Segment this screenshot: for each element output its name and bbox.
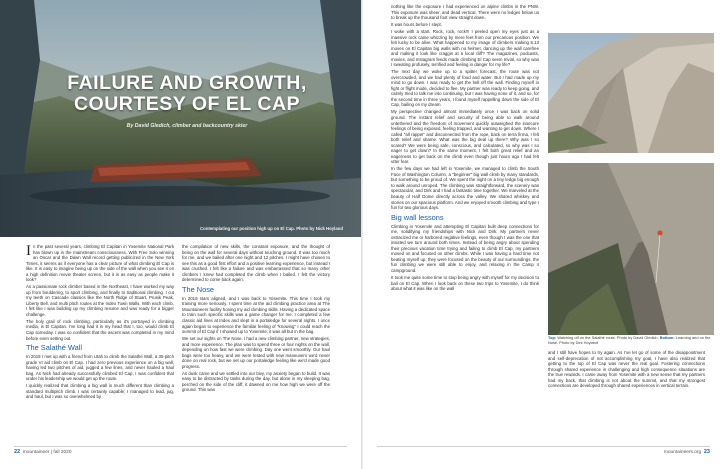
intro-paragraph: In the past several years, climbing El Capitan in Yosemite National Park has blown up in the mainstream consciousness. With Free Solo winning an Oscar and the Dawn Wall record getting publicized in the New York Times, it seems as if everyone has a clear picture of what climbing El Cap is like. It is easy to imagine being up on the side of the wall when you see it on a high definition movie theater screen, but it is as easy as people make it look? [26,243,174,283]
granite-wall-image [548,33,714,153]
paragraph: In 2019 stars aligned, and I was back to Yosemite. This time I took my training more seriously. I spent time at the aid climbing practice area at The Mountaineers facility honing my aid climbing skills. Having a dedicated space to train such specific skills was a game changer for me. I completed a few classic aid lines at Index and slept in a portaledge for several nights. I once again began to experience the familiar feeling of "knowing" I could reach the summit of El Cap if I showed up to Yosemite; it was all but in the bag. [182,295,331,335]
section-heading-lessons: Big wall lessons [391,212,444,222]
paragraph: I woke with a start. Rock, rock, rock!!! I peeled open my eyes just as a massive rock came whizzing by mere feet from our precarious position. We felt lucky to be alive. What happened to my image of climbers making 5.13 moves on El Capitan big walls with no helmet, dancing up the wall carefree and making it look like craggin at a local cliff? The magazines, podcasts, movies, and Instagram feeds made climbing El Cap seem trivial, so why was I sweating profusely, terrified and feeling in danger for my life? [391,28,539,68]
paragraph: Climbing in Yosemite and attempting El Capitan built deep connections for me, solidifying my friendships with Nick and Dirk. My partners never ostracized me or harbored negative feelings, even though I was the one that insisted we turn around both times. Instead of being angry about spending their precious vacation time trying and failing to climb El Cap, my partners moved on and focused on other climbs. While I was having a hard time not beating myself up, they were focused on the beauty of our surroundings, the fun climbing we were still able to enjoy, and relaxing in the Camp 4 campground. [391,223,539,274]
photo-caption: Top: Watching off on the Salathé route. Photo by David Gledich. Bottom: Learning and on the Nose. Photo by Dirk Hoyland [548,335,711,345]
paragraph: In the few days we had left in Yosemite, we managed to climb the South Face of Washington Column, a "beginner" big wall climb by many standards, but something to be proud of. We spent the night on a tiny ledge big enough to walk around unroped. The climbing was straightforward, the scenery was spectacular, and Dirk and I had a fantastic time together. We marveled at the beauty of Half Dome directly across the valley. We shared whiskey and stories on our spacious platform. And we enjoyed smooth climbing and type I fun for two glorious days. [391,166,539,211]
paragraph: the compilation of new skills, the constant exposure, and the thought of being on the wall for several days without touching ground. It was too much for me, and we bailed after one night and 12 pitches. I might have chosen to see this as a good first effort and a positive learning experience, but instead I was crushed. I felt like a failure and was embarrassed that so many other climbers I knew had completed the climb when I bailed. I felt the victory determined to come back again. [182,244,330,283]
paragraph: As a passionate rock climber based in the Northeast, I have worked my way up from bouldering, to sport climbing, and finally to traditional climbing. I cut my teeth on Cascade classics like the North Ridge of Stuart, Prusik Peak, Liberty Bell, and multi pitch routes at the Index Town Walls. With each climb, I felt like I was building up my climbing resume and was ready for a bigger challenge. [26,284,174,317]
vertical-cliff-image [548,163,714,335]
paragraph: In 2019 I met up with a friend from Utah to climb the Salathé Wall, a 35-pitch grade VI aid climb on El Cap. I had zero previous experience on a big wall, having led two pitches of aid, jugged a few lines, and never hauled a haul bag. As Nick had already successfully climbed El Cap, I was confident that under his leadership we would get up the route. [26,354,174,382]
text-column-3 [391,4,539,293]
text-column-1 [26,244,174,401]
section-heading-nose: The Nose [182,284,215,294]
photo-the-nose [548,163,714,335]
photo-salathe-wall [548,33,714,153]
climber-figure [657,230,662,235]
hero-photo [0,0,361,237]
paragraph: It took me quite some time to stop being angry with myself for my decision to bail on El Cap. When I look back on these two trips to Yosemite, I do think about what it was like on the wall [391,274,539,292]
publication-issue: mountaineer | fall 2020 [22,450,72,455]
paragraph: My perspective changed almost immediately once I was back on solid ground. The instant relief and security of being able to walk around untethered and the freedom of movement quickly outweighed the insecure feelings of being exposed, feeling trapped, and wanting to get down. Where I called "all rappel" and disconnected from the rope, back on terra firma, I felt both relief and shame. What was the big deal up there? Why was I so scared? We were being safe, conscious, and calculated, so why was I so eager to get down? In the same moment, I felt both great relief and an eagerness to get back on the climb even though just hours ago I had felt utter fear. [391,109,539,165]
hero-landscape-image [0,0,361,237]
page-number-left: 22 [14,449,21,455]
publication-website: mountaineers.org [663,450,702,455]
article-title: FAILURE AND GROWTH, COURTESY OF EL CAP [67,72,307,115]
page-gutter [361,0,363,469]
footer-left [14,449,72,455]
paragraph: As dusk came and we settled into our bivy, my anxiety began to build. It was easy to be distracted by tasks during the day, but alone in my sleeping bag, perched on the side of the cliff, it dawned on me how high we were off the ground. This was [182,370,330,393]
footer-right [664,449,710,455]
paragraph: I quickly realized that climbing a big wall is much different than climbing a standard multipitch climb. I was certainly capable; I managed to lead, jug, and haul, but I was so overwhelmed by [26,383,174,400]
section-heading-salathe: The Salathé Wall [26,343,83,353]
footer-rule-left [14,446,347,447]
drop-cap: I [26,243,31,259]
paragraph: nothing like the exposure I had experienced on alpine climbs in the PNW. This exposure was sheer, and dead vertical. There were no ledges below us to break up the thousand foot view straight down. [391,4,539,21]
article-byline: By David Gledich, climber and backcountry skier [126,123,248,129]
paragraph: We set our sights on The Nose. I had a new climbing partner, new strategies, and more experience. The plan was to spend three or four nights on the wall, depending on how fast we were climbing. Day one went smoothly. Our haul bags were too heavy, and we were tested with new maneuvers we'd never done on real rock, but we set up our portaledge feeling like we'd made good progress. [182,336,330,369]
text-column-4 [548,350,705,390]
paragraph: The holy grail of rock climbing, particularly as it's portrayed in climbing media, is El Capitan. I've long had it in my head that I, too, would climb El Cap someday. I was so confident that the ascent was completed in my mind before even setting out. [26,318,174,341]
paragraph: and I still have hopes to try again. As I've let go of some of the disappointment and self-deprecation of not accomplishing my goal, I have also realized that getting to the top of El Cap was never the real goal. Fostering connections through shared experience in challenging and high consequence situations are the true rewards. I came away from Yosemite with a new sense that my partners had my back, that climbing is not about the summit, and that my strongest connections are developed through shared experiences in vertical terrain. [548,350,705,389]
page-number-right: 23 [703,449,710,455]
paragraph: It was hours before I slept. [391,22,442,28]
hero-caption: Contemplating our position high up on El Cap. Photo by Nick Hoyland [200,226,343,231]
paragraph: The next day we woke up to a spitter forecast, the route was not overcrowded, and we had plenty of food and water. But I had made up my mind to go down. I was ready to get the hell off the wall. Finding myself in fight or flight mode, decided to flee. My partner was ready to keep going, and calmly tried to talk me into continuing, but I was having none of it, and so, for the second time in three years, I found myself rappelling down the side of El Cap, bailing on my dream. [391,69,539,108]
text-column-2 [182,244,330,394]
footer-rule-right [377,446,710,447]
